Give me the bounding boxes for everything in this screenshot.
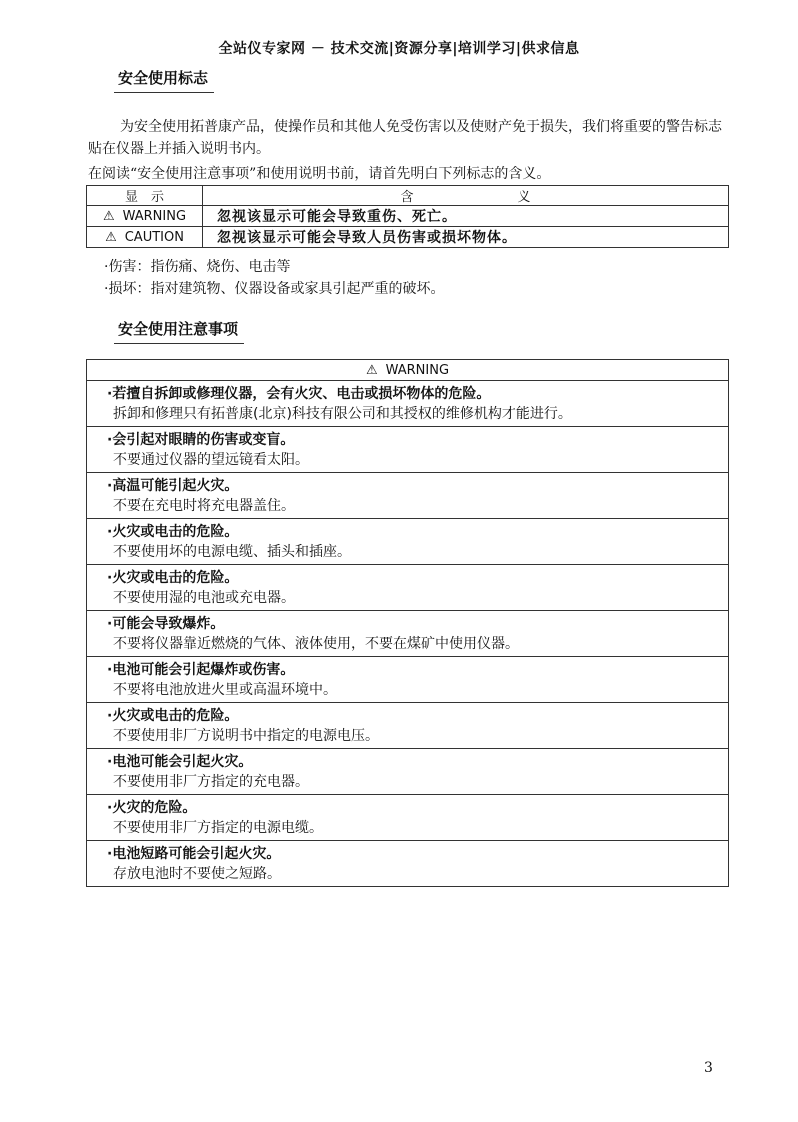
warning-item-title: ·电池短路可能会引起火灾。 [107,846,281,862]
warning-item-title: ·电池可能会引起爆炸或伤害。 [107,662,295,678]
warning-table [86,359,729,887]
warning-item-desc: 存放电池时不要使之短路。 [113,866,281,882]
warning-item [87,657,729,703]
warning-item [87,519,729,565]
warning-item-desc: 不要将仪器靠近燃烧的气体、液体使用，不要在煤矿中使用仪器。 [113,636,519,652]
warning-item-title: ·可能会导致爆炸。 [107,616,225,632]
sign-table-header [87,186,729,206]
warning-item [87,381,729,427]
note-damage: ·损坏：指对建筑物、仪器设备或家具引起严重的破坏。 [104,281,445,297]
warning-item [87,427,729,473]
warning-item-desc: 不要使用湿的电池或充电器。 [113,590,295,606]
warning-table-header [87,360,729,381]
warning-item-title: ·若擅自拆卸或修理仪器，会有火灾、电击或损坏物体的危险。 [107,386,491,402]
meaning-column-header: 含 义 [203,186,729,206]
warning-item-desc: 不要使用坏的电源电缆、插头和插座。 [113,544,351,560]
caution-triangle-icon: ⚠ [105,229,117,245]
warning-item-desc: 不要使用非厂方指定的充电器。 [113,774,309,790]
caution-meaning: 忽视该显示可能会导致人员伤害或损坏物体。 [203,227,729,248]
intro-paragraph: 为安全使用拓普康产品，使操作员和其他人免受伤害以及使财产免于损失，我们将重要的警告标志贴在仪器上并插入说明书内。 [88,119,722,157]
sign-row-caution [87,227,729,248]
section-title-safety-precautions: 安全使用注意事项 [118,318,238,341]
note-injury: ·伤害：指伤痛、烧伤、电击等 [104,259,291,275]
page-number: 3 [704,1060,713,1076]
warning-item [87,795,729,841]
warning-meaning: 忽视该显示可能会导致重伤、死亡。 [203,206,729,227]
warning-item-desc: 不要使用非厂方指定的电源电缆。 [113,820,323,836]
warning-item-desc: 拆卸和修理只有拓普康(北京)科技有限公司和其授权的维修机构才能进行。 [113,406,572,422]
warning-item-desc: 不要使用非厂方说明书中指定的电源电压。 [113,728,379,744]
caution-label: CAUTION [124,229,184,245]
warning-header-label: WARNING [385,362,450,378]
warning-item [87,473,729,519]
warning-item [87,611,729,657]
warning-item [87,703,729,749]
warning-item-title: ·火灾或电击的危险。 [107,708,239,724]
warning-label: WARNING [122,208,187,224]
warning-item-desc: 不要将电池放进火里或高温环境中。 [113,682,337,698]
display-column-header: 显 示 [87,186,203,206]
sign-row-warning [87,206,729,227]
page-header: 全站仪专家网 － 技术交流|资源分享|培训学习|供求信息 [218,41,580,57]
warning-item-title: ·火灾或电击的危险。 [107,570,239,586]
warning-item [87,565,729,611]
warning-item-title: ·火灾或电击的危险。 [107,524,239,540]
warning-item-title: ·电池可能会引起火灾。 [107,754,253,770]
warning-item-desc: 不要在充电时将充电器盖住。 [113,498,295,514]
instruction-paragraph: 在阅读“安全使用注意事项”和使用说明书前，请首先明白下列标志的含义。 [88,166,551,182]
warning-item [87,841,729,887]
sign-table [86,185,729,248]
warning-triangle-icon: ⚠ [365,362,378,378]
warning-item-title: ·高温可能引起火灾。 [107,478,239,494]
warning-item-title: ·火灾的危险。 [107,800,197,816]
warning-item [87,749,729,795]
warning-triangle-icon: ⚠ [102,208,115,224]
warning-item-desc: 不要通过仪器的望远镜看太阳。 [113,452,309,468]
warning-item-title: ·会引起对眼睛的伤害或变盲。 [107,432,295,448]
section-title-safety-signs: 安全使用标志 [118,67,208,90]
